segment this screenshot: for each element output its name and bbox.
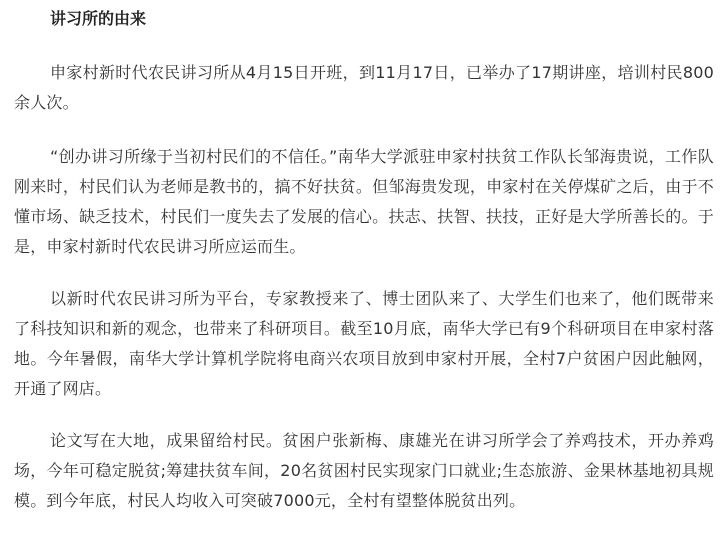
section-heading: 讲习所的由来 — [50, 9, 147, 28]
paragraph-1: 申家村新时代农民讲习所从4月15日开班，到11月17日，已举办了17期讲座，培训村民800余人次。 — [14, 63, 714, 112]
paragraph-4: 论文写在大地，成果留给村民。贫困户张新梅、康雄光在讲习所学会了养鸡技术，开办养鸡场，今年可稳定脱贫;筹建扶贫车间，20名贫困村民实现家门口就业;生态旅游、金果林基地初具规模。到今年底，村民人均收入可突破7000元，全村有望整体脱贫出列。 — [14, 431, 714, 510]
paragraph-2: “创办讲习所缘于当初村民们的不信任。”南华大学派驻申家村扶贫工作队长邹海贵说，工作队刚来时，村民们认为老师是教书的，搞不好扶贫。但邹海贵发现，申家村在关停煤矿之后，由于不懂市场、缺乏技术，村民们一度失去了发展的信心。扶志、扶智、扶技，正好是大学所善长的。于是，申家村新时代农民讲习所应运而生。 — [14, 147, 714, 256]
paragraph-3: 以新时代农民讲习所为平台，专家教授来了、博士团队来了、大学生们也来了，他们既带来了科技知识和新的观念，也带来了科研项目。截至10月底，南华大学已有9个科研项目在申家村落地。今年暑假，南华大学计算机学院将电商兴农项目放到申家村开展，全村7户贫困户因此触网，开通了网店。 — [14, 289, 714, 398]
